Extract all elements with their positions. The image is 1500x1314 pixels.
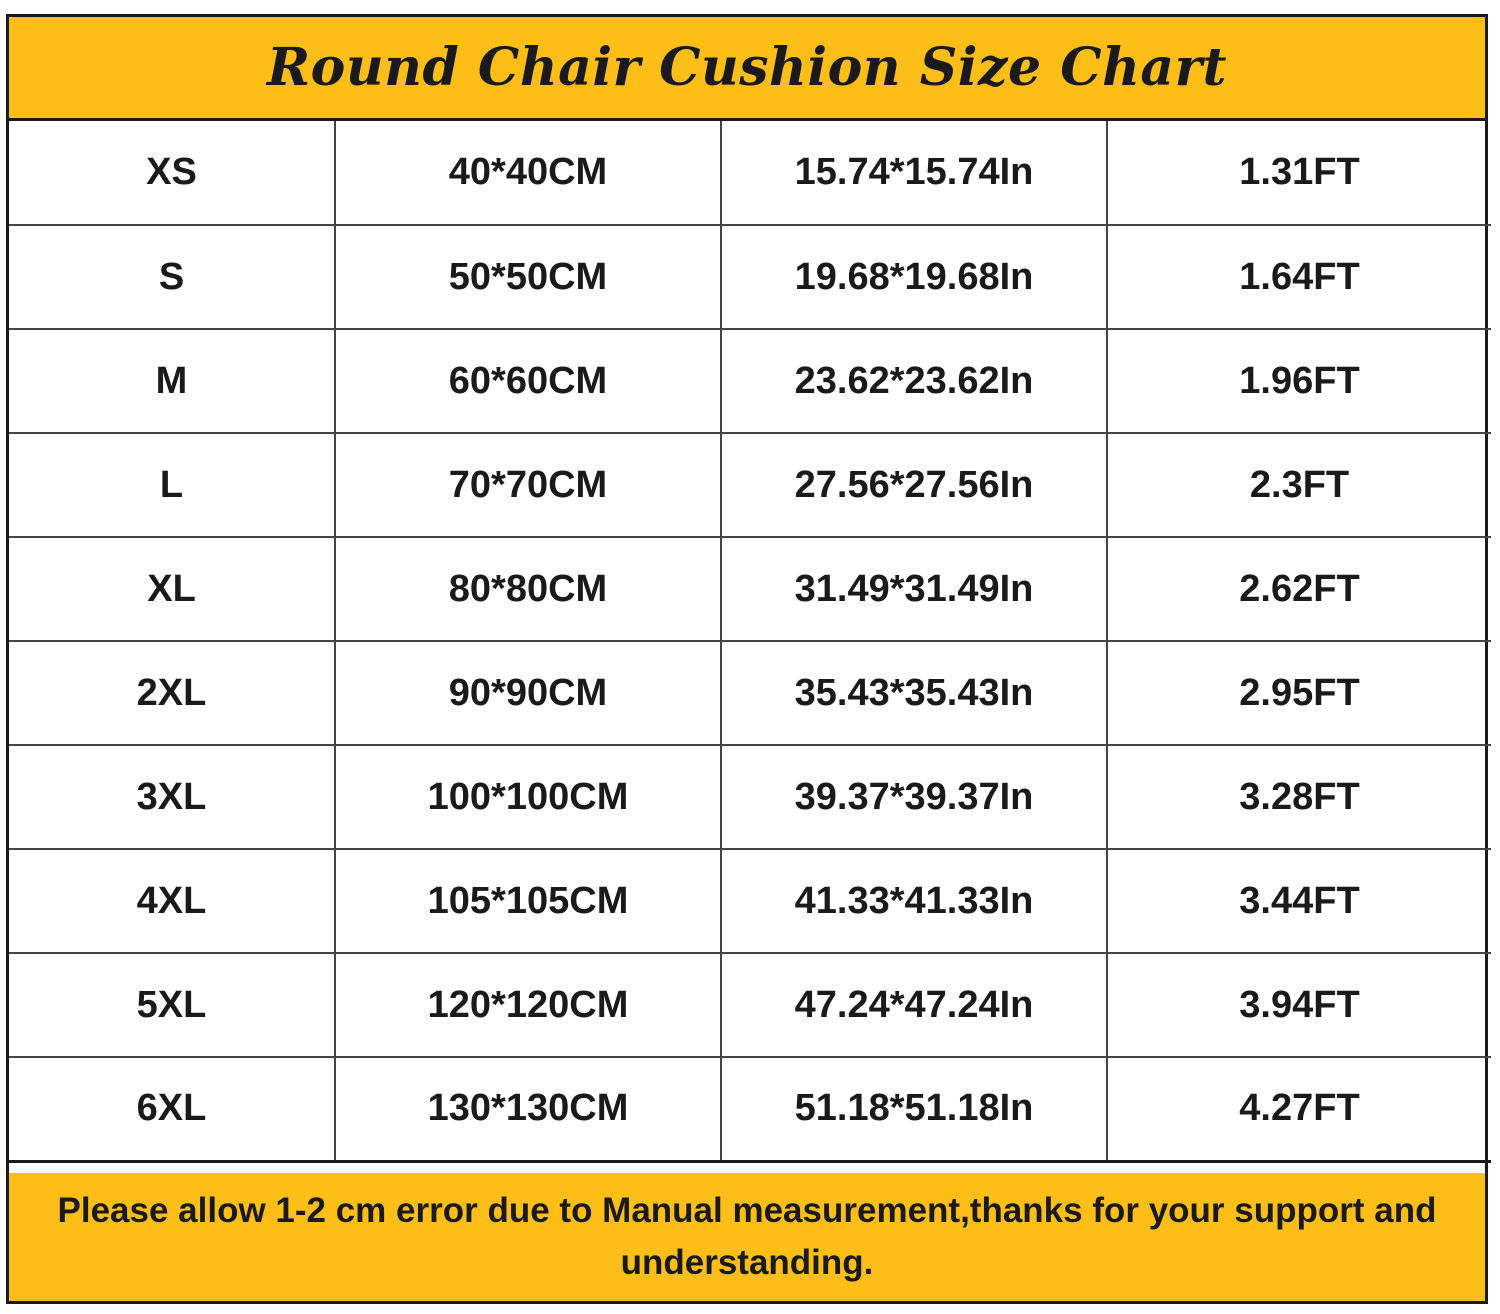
cm-cell: 130*130CM [335, 1057, 721, 1161]
cm-cell: 120*120CM [335, 953, 721, 1057]
table-row [9, 433, 1491, 537]
size-cell: 3XL [9, 745, 335, 849]
cm-cell: 90*90CM [335, 641, 721, 745]
inch-cell: 47.24*47.24In [721, 953, 1107, 1057]
size-cell: 2XL [9, 641, 335, 745]
size-cell: M [9, 329, 335, 433]
cm-cell: 80*80CM [335, 537, 721, 641]
note-banner [9, 1173, 1485, 1301]
cm-cell: 105*105CM [335, 849, 721, 953]
feet-cell: 3.28FT [1107, 745, 1491, 849]
table-row [9, 537, 1491, 641]
inch-cell: 31.49*31.49In [721, 537, 1107, 641]
size-table-body [9, 121, 1491, 1161]
feet-cell: 4.27FT [1107, 1057, 1491, 1161]
feet-cell: 3.94FT [1107, 953, 1491, 1057]
size-cell: 5XL [9, 953, 335, 1057]
size-cell: 4XL [9, 849, 335, 953]
inch-cell: 19.68*19.68In [721, 225, 1107, 329]
table-row [9, 121, 1491, 225]
table-row [9, 329, 1491, 433]
feet-cell: 2.62FT [1107, 537, 1491, 641]
chart-title: Round Chair Cushion Size Chart [266, 37, 1228, 98]
cm-cell: 60*60CM [335, 329, 721, 433]
size-table [9, 121, 1491, 1163]
size-cell: XL [9, 537, 335, 641]
size-cell: L [9, 433, 335, 537]
table-row [9, 1057, 1491, 1161]
inch-cell: 35.43*35.43In [721, 641, 1107, 745]
table-row [9, 745, 1491, 849]
feet-cell: 1.64FT [1107, 225, 1491, 329]
size-cell: 6XL [9, 1057, 335, 1161]
table-row [9, 641, 1491, 745]
table-row [9, 953, 1491, 1057]
feet-cell: 3.44FT [1107, 849, 1491, 953]
table-row [9, 849, 1491, 953]
inch-cell: 15.74*15.74In [721, 121, 1107, 225]
inch-cell: 41.33*41.33In [721, 849, 1107, 953]
size-cell: XS [9, 121, 335, 225]
feet-cell: 2.95FT [1107, 641, 1491, 745]
feet-cell: 2.3FT [1107, 433, 1491, 537]
inch-cell: 23.62*23.62In [721, 329, 1107, 433]
cm-cell: 100*100CM [335, 745, 721, 849]
inch-cell: 27.56*27.56In [721, 433, 1107, 537]
size-cell: S [9, 225, 335, 329]
size-chart-frame [6, 14, 1488, 1304]
feet-cell: 1.31FT [1107, 121, 1491, 225]
feet-cell: 1.96FT [1107, 329, 1491, 433]
table-row [9, 225, 1491, 329]
inch-cell: 39.37*39.37In [721, 745, 1107, 849]
cm-cell: 70*70CM [335, 433, 721, 537]
cm-cell: 40*40CM [335, 121, 721, 225]
inch-cell: 51.18*51.18In [721, 1057, 1107, 1161]
title-banner [9, 17, 1485, 121]
cm-cell: 50*50CM [335, 225, 721, 329]
measurement-note: Please allow 1-2 cm error due to Manual measurement,thanks for your support and understanding. [57, 1191, 1437, 1282]
